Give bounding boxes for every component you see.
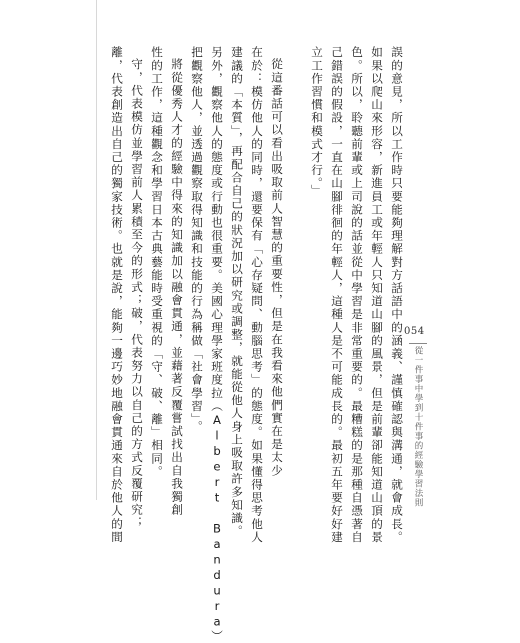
text-column: 己錯誤的假設，一直在山腳徘徊的年輕人，這種人是不可能成長的。最初五年要好好建 [330,46,344,544]
page-spine [96,0,97,500]
text-column: 從這番話可以看出吸取前人智慧的重要性，但是在我看來他們實在是太少 [270,58,284,478]
text-column: 誤的意見，所以工作時只要能夠理解對方話語中的涵義、謹慎確認與溝通，就會成長。 [390,46,404,544]
running-head: 從一件事中學到十件事的經驗學習法則 [413,346,423,508]
text-column: 將從優秀人才的經驗中得來的知識加以融會貫通，並藉著反覆嘗試找出自我獨創 [170,58,184,517]
text-column: 建議的「本質」，再配合自己的狀況加以研究或調整，就能從他人身上吸取許多知識。 [230,46,244,538]
page-number: 054 [404,326,425,337]
text-column: 色。所以，聆聽前輩或上司說的話並從中學習是非常重要的。最糟糕的是那種自憑著自 [350,46,364,544]
text-column: 如果以爬山來形容，新進員工或年輕人只知道山腳的風景，但是前輩卻能知道山頂的景 [370,46,384,544]
text-column: 立工作習慣和模式才行。」 [310,46,324,198]
running-head-rule [409,343,427,344]
text-column: 性的工作，這種觀念和學習日本古典藝能時受重視的「守、破、離」相同。 [150,46,164,479]
text-column: 守，代表模仿並學習前人累積至今的形式；破，代表努力以自己的方式反覆研究； [130,58,144,530]
text-column: 另外，觀察他人的態度或行動也很重要。美國心理學家班度拉（Albert Bandura） [210,46,224,643]
text-column: 離，代表創造出自己的獨家技術。也就是說，能夠一邊巧妙地融會貫通來自於他人的間 [110,46,124,544]
text-column: 把觀察他人，並透過觀察取得知識和技能的行為稱做「社會學習」。 [190,46,204,434]
text-column: 在於：模仿他人的同時，還要保有「心存疑問、動腦思考」的態度。如果懂得思考他人 [250,46,264,544]
